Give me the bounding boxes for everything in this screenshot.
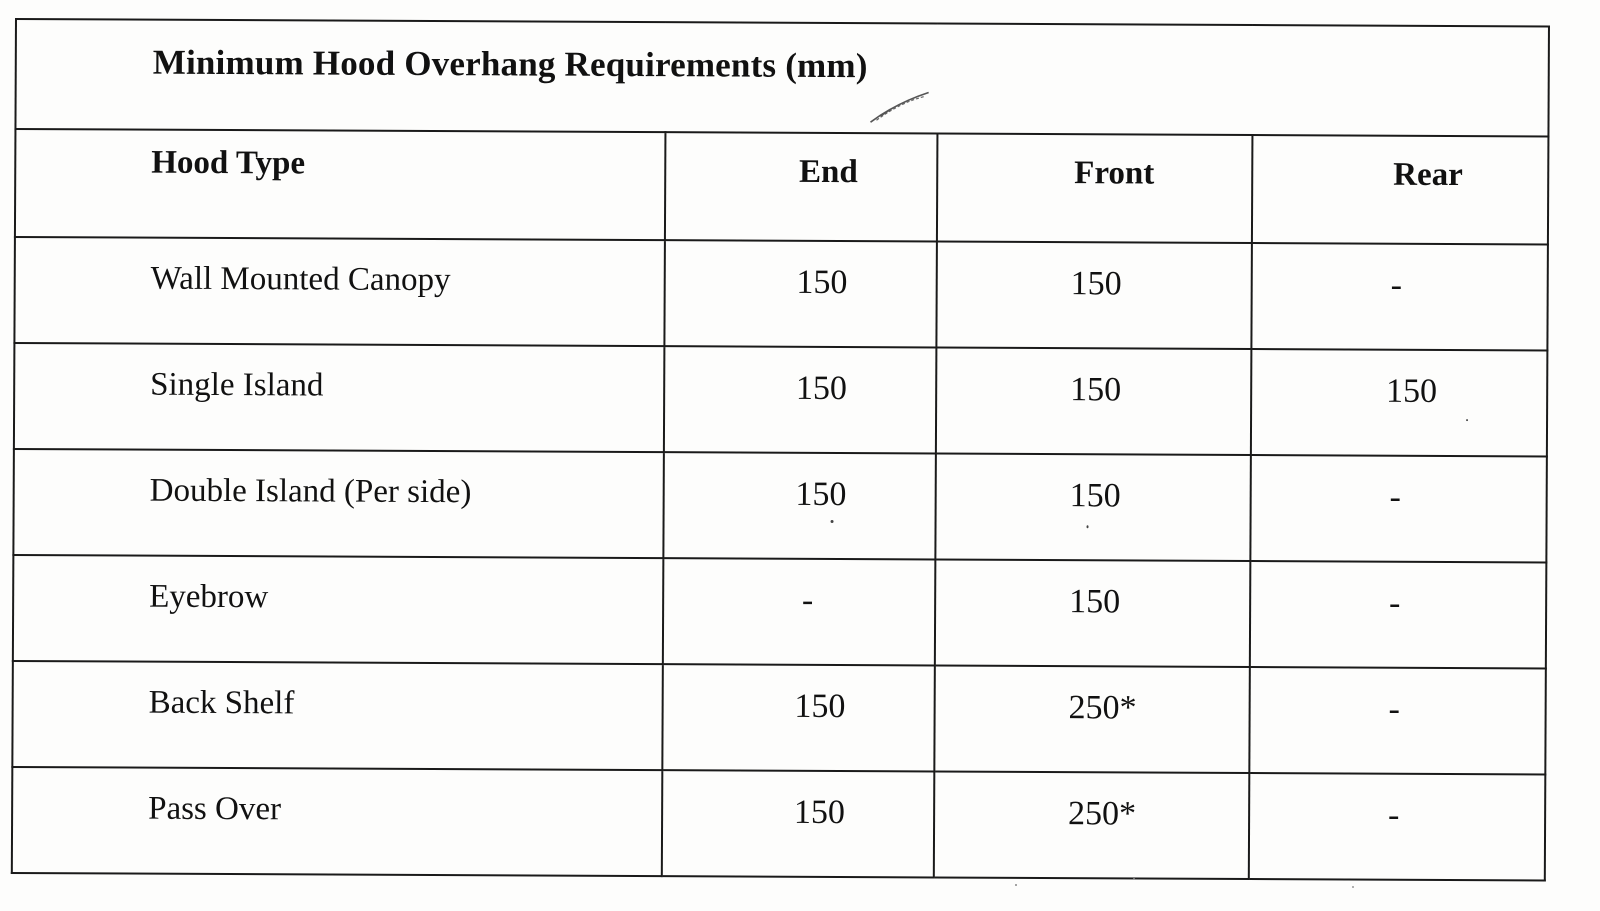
end-value: - [801,581,814,619]
header-front: Front [1074,155,1155,192]
cell-front [935,560,1250,668]
rear-value: - [1388,584,1401,622]
front-value: 150 [1069,477,1121,515]
header-cell-rear [1252,135,1549,244]
cell-type [13,449,663,558]
scan-speck [1466,419,1468,421]
cell-end [663,452,936,559]
front-value: 150 [1070,265,1122,303]
end-value: 150 [795,475,847,514]
table-row [13,449,1546,562]
hood-type-label: Pass Over [148,790,282,828]
hood-overhang-table [11,18,1550,881]
cell-front [934,666,1249,774]
hood-type-label: Back Shelf [148,684,295,722]
cell-rear [1250,455,1547,562]
header-rear: Rear [1393,156,1463,194]
scan-speck [1352,886,1354,888]
cell-end [663,558,936,665]
header-hood-type: Hood Type [151,144,306,182]
end-value: 150 [796,263,848,302]
cell-type [14,237,664,346]
cell-end [664,346,937,453]
cell-rear [1251,243,1548,350]
cell-front [935,454,1250,562]
scan-speck [830,520,833,523]
scan-speck [1086,525,1088,528]
cell-front [936,348,1251,456]
scan-speck [1015,884,1017,886]
front-value: 150 [1070,371,1122,409]
end-value: 150 [793,793,845,832]
cell-type [12,661,662,770]
end-value: 150 [794,687,846,726]
rear-value: - [1389,478,1401,516]
cell-rear [1251,349,1548,456]
front-value: 150 [1069,583,1121,621]
end-value: 150 [795,369,848,408]
cell-rear [1249,773,1546,880]
table-row [12,767,1545,880]
header-end: End [798,153,858,191]
cell-type [13,555,663,664]
cell-type [14,343,664,452]
caption-row [15,19,1549,136]
caption-cell [15,19,1549,136]
hood-type-label: Eyebrow [149,578,269,616]
header-cell-front [937,134,1252,244]
rear-value: - [1388,690,1400,728]
cell-end [662,770,935,877]
header-cell-end [665,132,938,241]
front-value: 250* [1068,795,1137,833]
cell-type [12,767,662,876]
cell-front [936,242,1251,350]
scan-speck [1133,878,1135,880]
table-row [14,343,1547,456]
table-row [12,661,1545,774]
rear-value: - [1390,266,1403,304]
rear-value: 150 [1386,372,1438,410]
cell-end [664,240,937,347]
table-caption: Minimum Hood Overhang Requirements (mm) [152,42,868,86]
hood-type-label: Single Island [150,366,324,404]
header-row [15,129,1549,244]
rear-value: - [1387,796,1400,834]
pen-scribble-mark [866,86,936,126]
cell-rear [1250,561,1547,668]
hood-type-label: Double Island (Per side) [149,472,472,511]
header-cell-type [15,129,665,240]
cell-front [934,772,1249,880]
table-row [13,555,1546,668]
cell-end [662,664,935,771]
hood-type-label: Wall Mounted Canopy [150,260,451,299]
front-value: 250* [1068,689,1137,727]
cell-rear [1249,667,1546,774]
table-row [14,237,1547,350]
